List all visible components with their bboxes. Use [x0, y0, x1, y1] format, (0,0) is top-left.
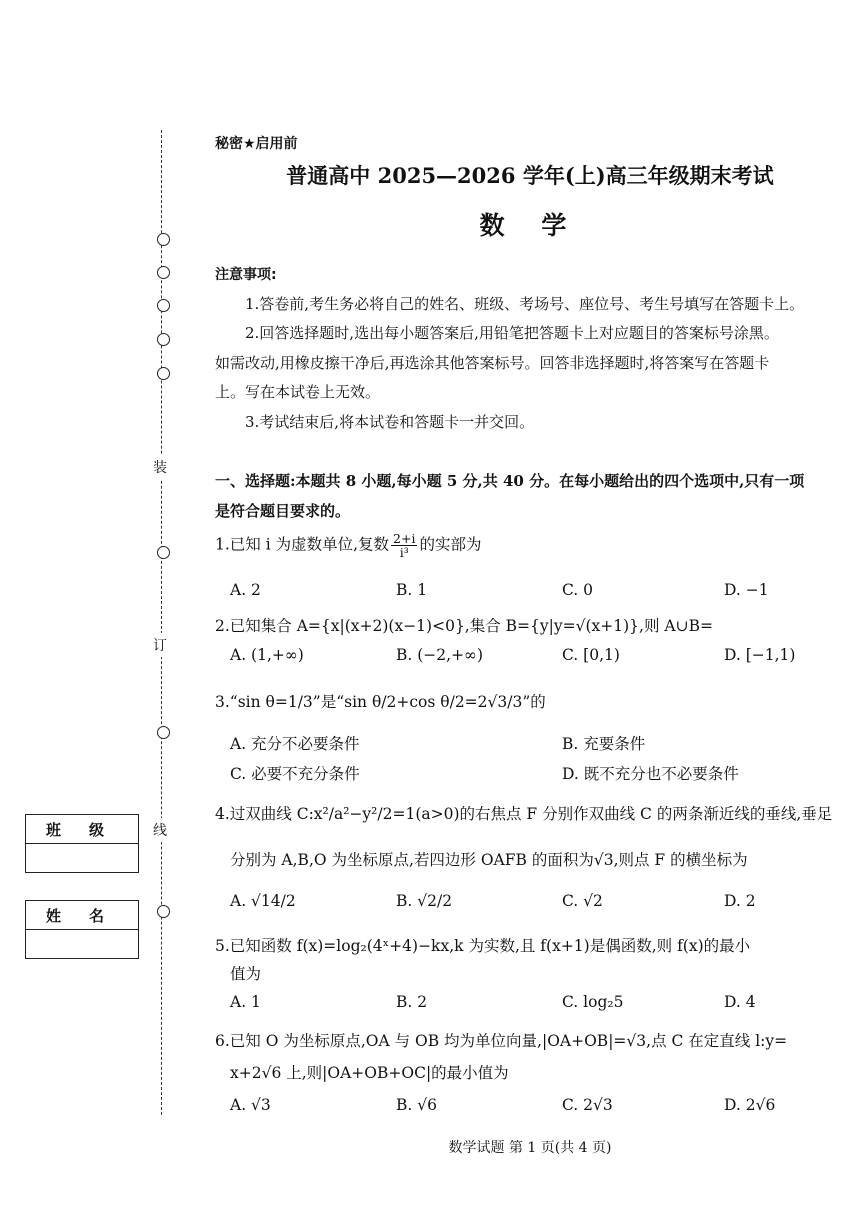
question-6-cont: x+2√6 上,则|OA+OB+OC|的最小值为 [230, 1064, 509, 1082]
binder-label-ding: 订 [153, 633, 167, 657]
q3-option-d: D. 既不充分也不必要条件 [562, 765, 739, 783]
question-5-cont: 值为 [230, 965, 262, 983]
q2-option-b: B. (−2,+∞) [396, 646, 484, 664]
question-1 [215, 532, 481, 559]
notice-item-3: 3.考试结束后,将本试卷和答题卡一并交回。 [245, 413, 535, 431]
binding-hole-icon [157, 726, 170, 739]
notice-item-2: 2.回答选择题时,选出每小题答案后,用铅笔把答题卡上对应题目的答案标号涂黑。 [245, 324, 779, 342]
name-field[interactable] [26, 930, 138, 958]
q5-option-c: C. log₂5 [562, 993, 624, 1011]
notice-heading: 注意事项: [215, 267, 277, 283]
q1-stem-b: 的实部为 [419, 535, 482, 554]
page-footer: 数学试题 第 1 页(共 4 页) [448, 1140, 612, 1156]
notice-item-2-end: 上。写在本试卷上无效。 [215, 383, 381, 401]
question-3: 3.“sin θ=1/3”是“sin θ/2+cos θ/2=2√3/3”的 [215, 693, 546, 711]
section-heading: 一、选择题:本题共 8 小题,每小题 5 分,共 40 分。在每小题给出的四个选项中,只有一项 [215, 472, 805, 490]
binding-hole-icon [157, 367, 170, 380]
q2-option-d: D. [−1,1) [724, 646, 796, 664]
name-label: 姓名 [26, 901, 138, 930]
q1-stem-a: 1.已知 i 为虚数单位,复数 [215, 535, 390, 554]
q1-option-b: B. 1 [396, 581, 428, 599]
q4-option-a: A. √14/2 [230, 892, 296, 910]
binding-hole-icon [157, 333, 170, 346]
question-4: 4.过双曲线 C:x²/a²−y²/2=1(a>0)的右焦点 F 分别作双曲线 C 的两条渐近线的垂线,垂足 [215, 805, 833, 823]
q6-option-d: D. 2√6 [724, 1096, 776, 1114]
q5-option-a: A. 1 [230, 993, 261, 1011]
binding-hole-icon [157, 905, 170, 918]
q4-option-c: C. √2 [562, 892, 603, 910]
q1-option-a: A. 2 [230, 581, 261, 599]
name-box [25, 900, 139, 959]
question-2: 2.已知集合 A={x|(x+2)(x−1)<0},集合 B={y|y=√(x+1)},则 A∪B= [215, 617, 713, 635]
q5-option-d: D. 4 [724, 993, 756, 1011]
q2-option-a: A. (1,+∞) [230, 646, 304, 664]
q6-option-c: C. 2√3 [562, 1096, 613, 1114]
q1-fraction [391, 532, 417, 559]
notice-item-1: 1.答卷前,考生务必将自己的姓名、班级、考场号、座位号、考生号填写在答题卡上。 [245, 295, 805, 313]
class-box [25, 814, 139, 873]
q1-denominator: i³ [399, 545, 409, 561]
exam-title: 普通高中 2025—2026 学年(上)高三年级期末考试 [286, 163, 774, 188]
q6-option-b: B. √6 [396, 1096, 437, 1114]
q6-option-a: A. √3 [230, 1096, 271, 1114]
q4-option-d: D. 2 [724, 892, 756, 910]
q4-option-b: B. √2/2 [396, 892, 453, 910]
question-4-cont: 分别为 A,B,O 为坐标原点,若四边形 OAFB 的面积为√3,则点 F 的横坐标为 [230, 851, 748, 869]
subject-title: 数 学 [479, 211, 581, 240]
q1-option-c: C. 0 [562, 581, 594, 599]
binding-hole-icon [157, 266, 170, 279]
secret-mark: 秘密★启用前 [215, 136, 298, 152]
q2-option-c: C. [0,1) [562, 646, 620, 664]
class-label: 班级 [26, 815, 138, 844]
binding-hole-icon [157, 299, 170, 312]
q3-option-c: C. 必要不充分条件 [230, 765, 360, 783]
question-5: 5.已知函数 f(x)=log₂(4ˣ+4)−kx,k 为实数,且 f(x+1)是偶函数,则 f(x)的最小 [215, 937, 751, 955]
notice-item-2-cont: 如需改动,用橡皮擦干净后,再选涂其他答案标号。回答非选择题时,将答案写在答题卡 [215, 354, 770, 372]
binding-hole-icon [157, 233, 170, 246]
class-field[interactable] [26, 844, 138, 872]
q1-numerator: 2+i [393, 531, 416, 546]
binding-hole-icon [157, 546, 170, 559]
q3-option-b: B. 充要条件 [562, 735, 646, 753]
binder-label-xian: 线 [153, 818, 167, 842]
question-6: 6.已知 O 为坐标原点,OA 与 OB 均为单位向量,|OA+OB|=√3,点 C 在定直线 l:y= [215, 1032, 788, 1050]
q5-option-b: B. 2 [396, 993, 428, 1011]
q3-option-a: A. 充分不必要条件 [230, 735, 360, 753]
section-heading-cont: 是符合题目要求的。 [215, 502, 351, 520]
binder-label-zhuang: 装 [153, 455, 167, 479]
q1-option-d: D. −1 [724, 581, 769, 599]
